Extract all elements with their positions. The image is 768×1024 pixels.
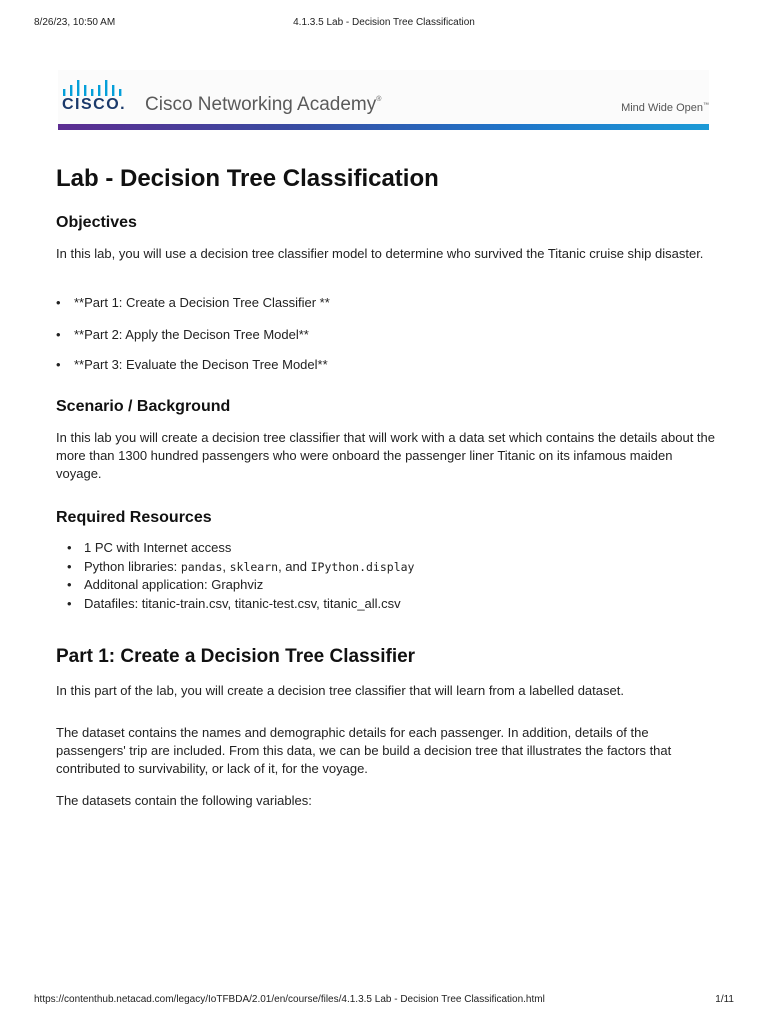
objective-item-3-block <box>56 356 716 374</box>
academy-name-text: Cisco Networking Academy <box>145 94 377 115</box>
lab-content <box>56 160 716 808</box>
academy-name <box>145 94 381 116</box>
part1-section <box>56 646 716 668</box>
part1-variables-block <box>56 792 716 810</box>
resource-item-libraries <box>56 558 716 577</box>
resources-list-block <box>56 539 716 614</box>
objective-item-2-block <box>56 326 716 344</box>
resources-section <box>56 509 716 527</box>
objectives-section <box>56 214 716 232</box>
tagline <box>621 102 709 114</box>
resource-item-pc: • 1 PC with Internet access <box>56 539 716 558</box>
scenario-text-block <box>56 429 716 483</box>
objective-item-1: • **Part 1: Create a Decision Tree Classifier ** <box>56 294 716 312</box>
objective-item-3: • **Part 3: Evaluate the Decison Tree Model** <box>56 356 716 374</box>
resources-list <box>56 539 716 614</box>
resources-heading: Required Resources <box>56 509 212 526</box>
objectives-intro-block <box>56 245 716 263</box>
cisco-wordmark: CISCO. <box>62 96 127 113</box>
libraries-sep-1: , <box>222 558 230 574</box>
part1-dataset-block <box>56 724 716 778</box>
part1-variables-intro: The datasets contain the following variables: <box>56 793 312 808</box>
part1-intro-block <box>56 682 716 700</box>
libraries-prefix: Python libraries: <box>84 558 181 574</box>
page-title: Lab - Decision Tree Classification <box>56 165 439 192</box>
tagline-text: Mind Wide Open <box>621 102 703 114</box>
libraries-sep-2: , and <box>278 558 311 574</box>
cisco-banner <box>58 70 709 132</box>
cisco-bars-icon <box>62 80 130 96</box>
scenario-heading: Scenario / Background <box>56 398 231 415</box>
print-date: 8/26/23, 10:50 AM <box>34 17 116 28</box>
print-url: https://contenthub.netacad.com/legacy/IoTFBDA/2.01/en/course/files/4.1.3.5 Lab - Decision Tree Classification.html <box>34 994 545 1005</box>
trademark-mark: ™ <box>703 102 709 109</box>
part1-intro: In this part of the lab, you will create a decision tree classifier that will learn from a labelled dataset. <box>56 683 624 698</box>
print-header <box>34 17 734 31</box>
print-doc-title: 4.1.3.5 Lab - Decision Tree Classification <box>293 17 475 28</box>
registered-mark: ® <box>376 96 382 103</box>
resource-item-graphviz: • Additonal application: Graphviz <box>56 576 716 595</box>
print-footer <box>34 994 734 1008</box>
lib-pandas: pandas <box>180 559 223 574</box>
part1-heading: Part 1: Create a Decision Tree Classifier <box>56 646 416 667</box>
resource-item-datafiles: • Datafiles: titanic-train.csv, titanic-test.csv, titanic_all.csv <box>56 595 716 614</box>
cisco-logo-icon <box>62 80 132 116</box>
scenario-section <box>56 398 716 416</box>
objective-item-2: • **Part 2: Apply the Decison Tree Model** <box>56 326 716 344</box>
page-number: 1/11 <box>715 994 734 1005</box>
objectives-heading: Objectives <box>56 214 137 231</box>
lib-ipython-display: IPython.display <box>310 559 415 574</box>
objective-item-1-block <box>56 294 716 312</box>
lib-sklearn: sklearn <box>229 559 279 574</box>
banner-gradient-bar <box>58 124 709 130</box>
objectives-intro: In this lab, you will use a decision tree classifier model to determine who survived the Titanic cruise ship disaster. <box>56 246 704 261</box>
part1-dataset-description: The dataset contains the names and demographic details for each passenger. In addition, details of the passengers' trip are included. From this data, we can be build a decision tree that illustrates the factors that contributed to survivability, or lack of it, for the voyage. <box>56 725 672 776</box>
scenario-text: In this lab you will create a decision tree classifier that will work with a data set which contains the details about the more than 1300 hundred passengers who were onboard the passenger liner Titanic on its infamous maiden voyage. <box>56 430 716 481</box>
